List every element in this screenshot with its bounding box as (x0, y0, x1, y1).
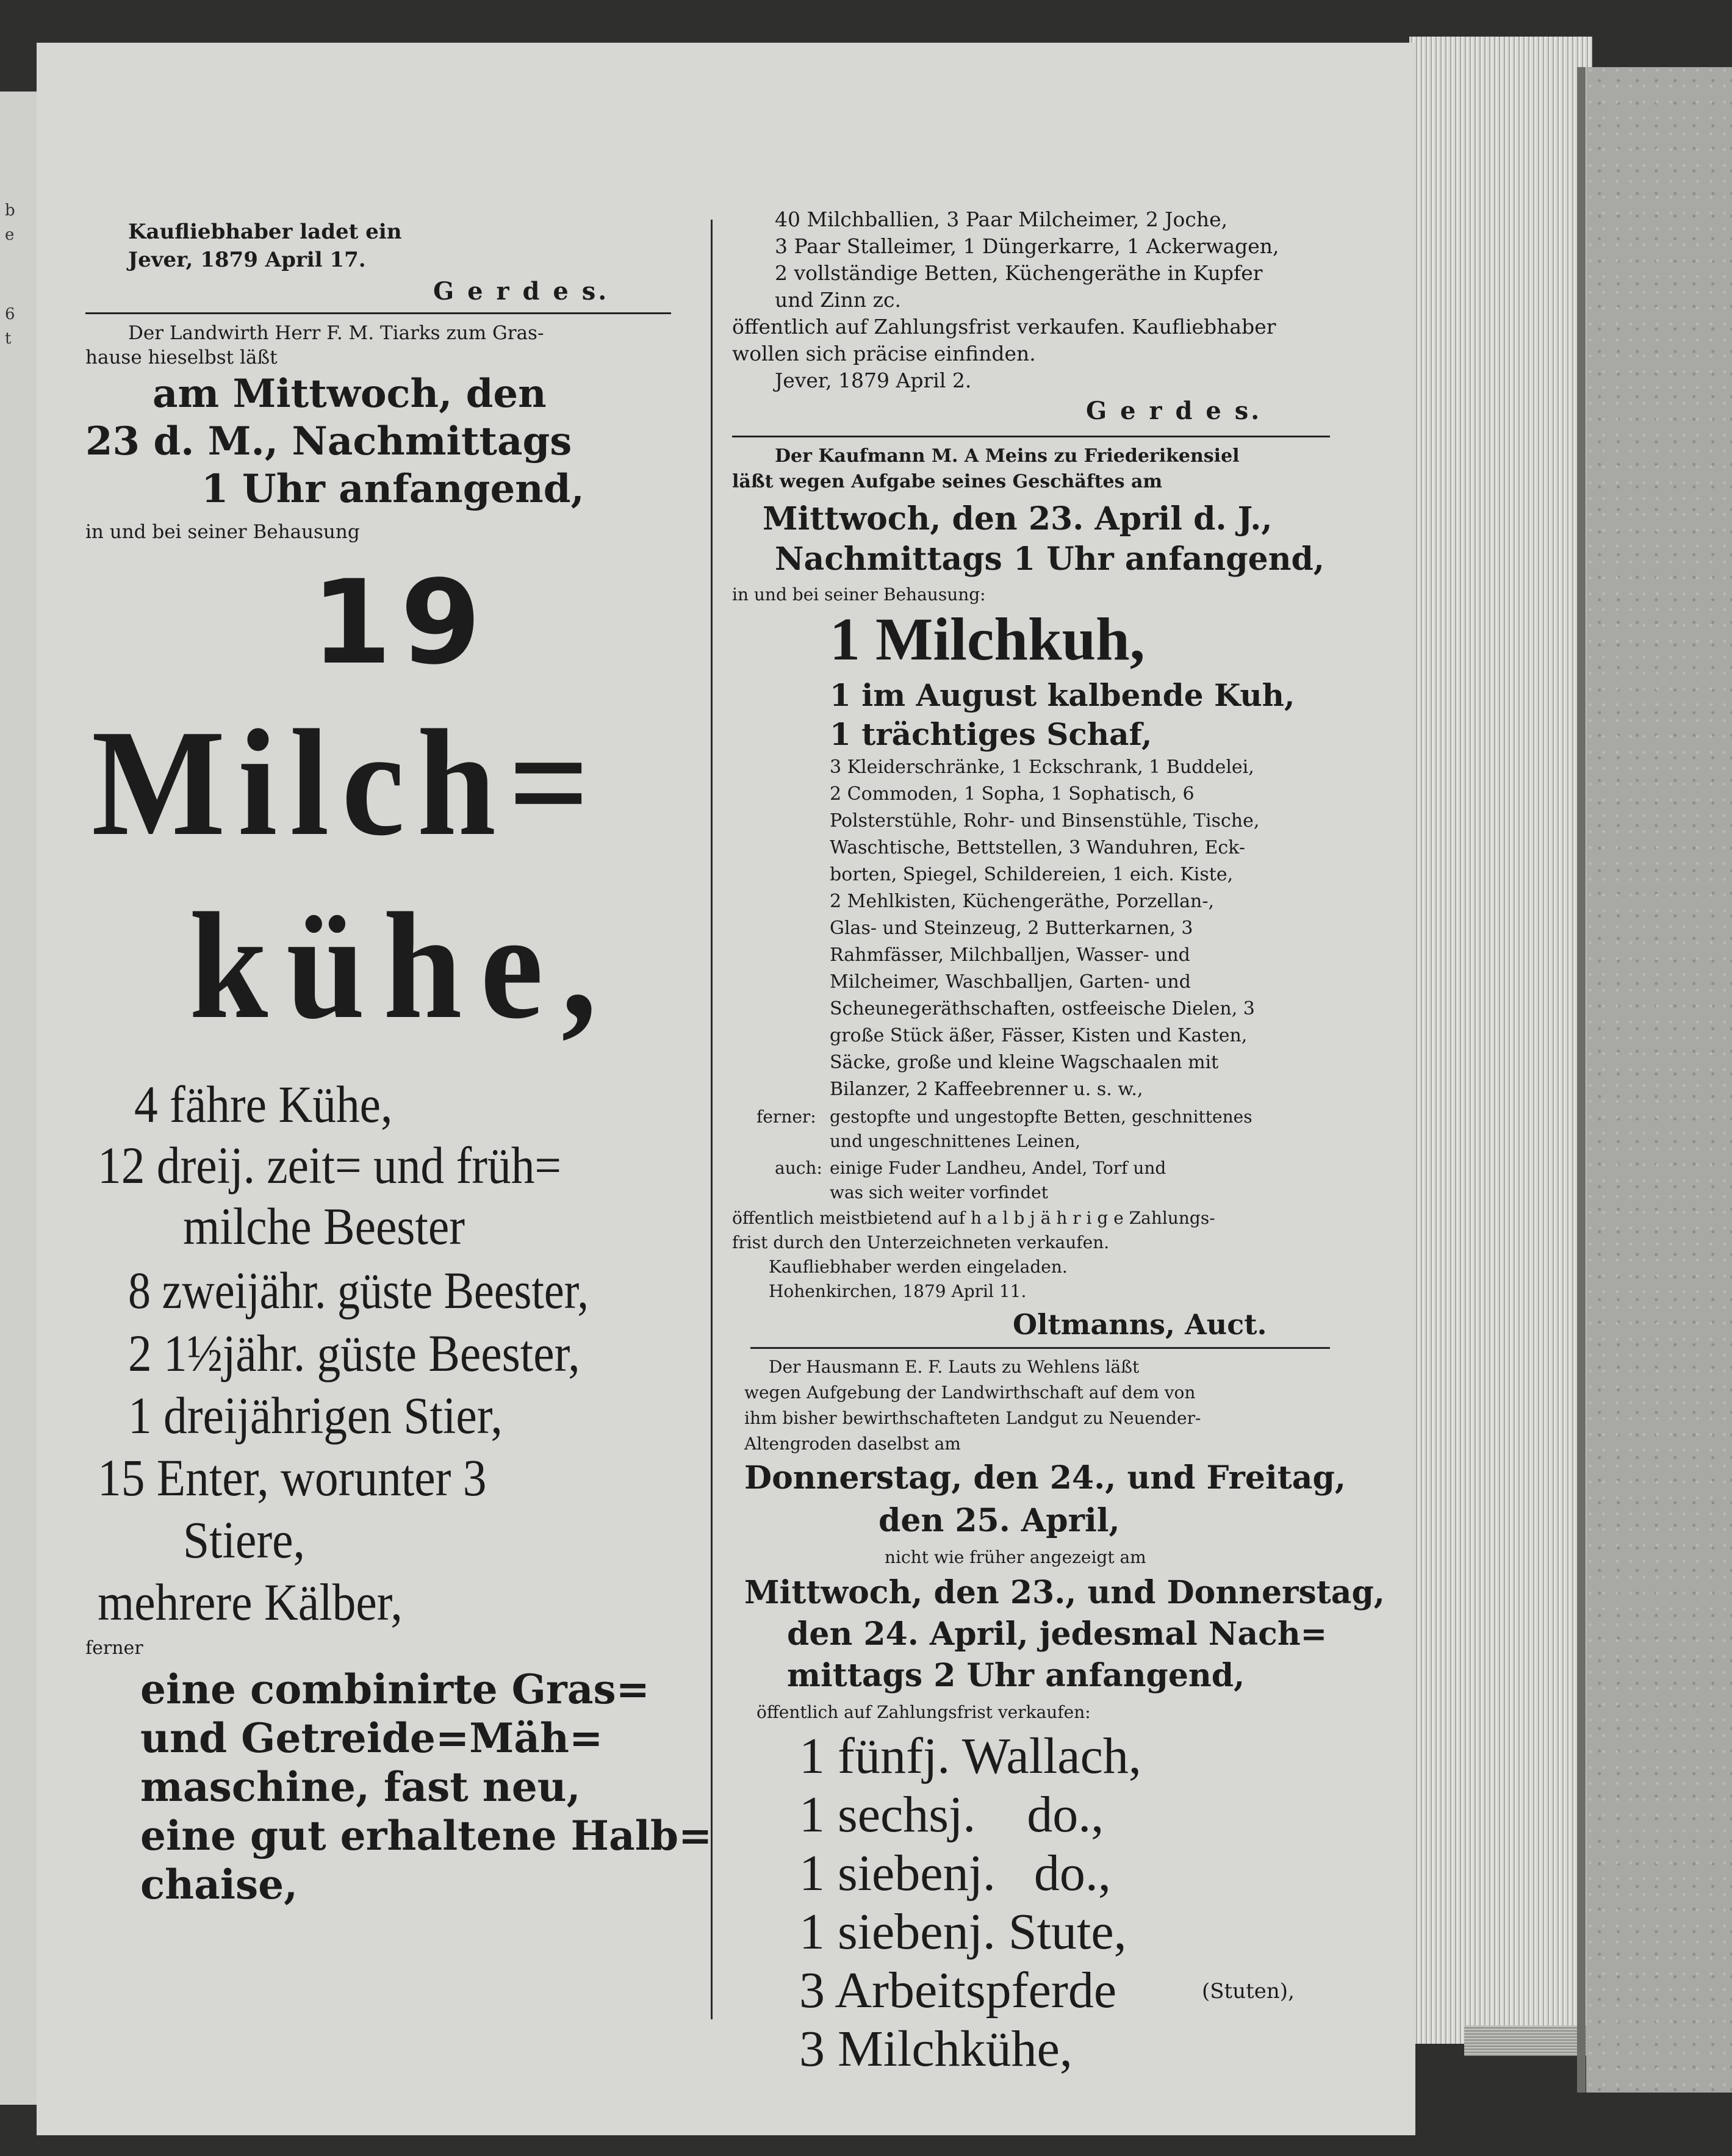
auction-date: mittags 2 Uhr anfangend, (787, 1657, 1245, 1694)
machinery-item: eine combinirte Gras= (140, 1666, 650, 1713)
ad-separator (750, 1347, 1330, 1349)
ad3-sale-line: öffentlich auf Zahlungsfrist verkaufen: (756, 1702, 1091, 1722)
facing-page-edge (0, 92, 37, 2105)
ad2-item: 1 im August kalbende Kuh, (830, 677, 1295, 713)
ad-intro-line: wegen Aufgebung der Landwirthschaft auf dem von (744, 1382, 1196, 1403)
horse-item: 3 Arbeitspferde (799, 1962, 1117, 2019)
machinery-item: und Getreide=Mäh= (140, 1714, 603, 1762)
book-cover-edge (1577, 67, 1586, 2093)
left-header-line: Kaufliebhaber ladet ein (128, 220, 402, 244)
livestock-item: 15 Enter, worunter 3 (98, 1448, 487, 1507)
ad2-auch-text: was sich weiter vorfindet (830, 1182, 1048, 1202)
horse-item: 1 fünfj. Wallach, (799, 1728, 1141, 1784)
ad2-list-line: Milcheimer, Waschballjen, Garten- und (830, 971, 1191, 993)
ad2-auch-text: einige Fuder Landheu, Andel, Torf und (830, 1158, 1166, 1178)
machinery-item: chaise, (140, 1861, 298, 1908)
auction-date: Nachmittags 1 Uhr anfangend, (775, 541, 1324, 578)
ad-continuation-line: wollen sich präcise einfinden. (732, 342, 1036, 365)
machinery-item: eine gut erhaltene Halb= (140, 1812, 713, 1860)
margin-fragment: b (5, 201, 15, 220)
ad2-list-line: Bilanzer, 2 Kaffeebrenner u. s. w., (830, 1079, 1143, 1100)
ad2-list-line: Rahmfässer, Milchballjen, Wasser- und (830, 944, 1190, 966)
auction-date: den 24. April, jedesmal Nach= (787, 1615, 1328, 1653)
ad2-ferner-text: gestopfte und ungestopfte Betten, geschnittenes (830, 1107, 1252, 1127)
ad-continuation-line: 2 vollständige Betten, Küchengeräthe in Kupfer (775, 261, 1263, 285)
ad-intro-line: ihm bisher bewirthschafteten Landgut zu Neuender- (744, 1408, 1201, 1428)
cow-count: 19 (311, 555, 490, 690)
ad-intro-line: hause hieselbst läßt (85, 347, 278, 368)
ad2-list-line: Glas- und Steinzeug, 2 Butterkarnen, 3 (830, 918, 1193, 939)
horse-item: 1 sechsj. do., (799, 1786, 1104, 1843)
auch-label: auch: (775, 1158, 822, 1178)
ad-continuation-line: öffentlich auf Zahlungsfrist verkaufen. Kaufliebhaber (732, 315, 1276, 339)
left-header-line: Jever, 1879 April 17. (128, 248, 366, 272)
ad-intro-line: Der Kaufmann M. A Meins zu Friederikensiel (775, 445, 1240, 467)
livestock-item: mehrere Kälber, (98, 1573, 403, 1631)
ad2-closing-line: frist durch den Unterzeichneten verkaufen. (732, 1232, 1110, 1252)
ad-separator (732, 436, 1330, 437)
horse-item: 1 siebenj. Stute, (799, 1903, 1127, 1960)
auction-note: nicht wie früher angezeigt am (885, 1547, 1146, 1567)
auction-date: den 25. April, (879, 1502, 1120, 1539)
ferner-label: ferner: (756, 1107, 816, 1127)
ad2-list-line: 3 Kleiderschränke, 1 Eckschrank, 1 Buddelei, (830, 756, 1254, 778)
auction-date: 1 Uhr anfangend, (201, 466, 584, 512)
ad2-item: 1 trächtiges Schaf, (830, 716, 1152, 752)
signature-oltmanns: Oltmanns, Auct. (1013, 1308, 1267, 1341)
horse-item: 1 siebenj. do., (799, 1845, 1111, 1902)
livestock-item: milche Beester (183, 1197, 465, 1256)
auction-date: Mittwoch, den 23. April d. J., (763, 500, 1273, 537)
ad2-headline-item: 1 Milchkuh, (830, 605, 1145, 673)
margin-fragment: t (5, 329, 12, 348)
auction-place: in und bei seiner Behausung: (732, 584, 986, 605)
auction-date: 23 d. M., Nachmittags (85, 419, 572, 464)
book-cover (1586, 67, 1732, 2093)
auction-date: Donnerstag, den 24., und Freitag, (744, 1459, 1346, 1497)
headline-milchkuehe: Milch= (92, 699, 602, 868)
auction-date: Mittwoch, den 23., und Donnerstag, (744, 1574, 1385, 1611)
livestock-item: 1 dreijährigen Stier, (128, 1386, 503, 1445)
livestock-item: 8 zweijähr. güste Beester, (128, 1261, 589, 1320)
machinery-item: maschine, fast neu, (140, 1763, 581, 1811)
page-stack-edge (1409, 37, 1592, 2044)
ad2-list-line: Säcke, große und kleine Wagschaalen mit (830, 1052, 1219, 1073)
livestock-item: 12 dreij. zeit= und früh= (98, 1136, 562, 1195)
ad-intro-line: läßt wegen Aufgabe seines Geschäftes am (732, 471, 1163, 492)
auction-place: in und bei seiner Behausung (85, 521, 360, 543)
ad-separator (85, 312, 671, 314)
ad-intro-line: Altengroden daselbst am (744, 1434, 961, 1454)
newspaper-page (37, 43, 1415, 2135)
livestock-item: Stiere, (183, 1511, 305, 1569)
horse-item: 3 Milchkühe, (799, 2021, 1073, 2077)
column-divider (711, 220, 713, 2019)
signature-gerdes: G e r d e s. (433, 277, 609, 306)
ad-intro-line: Der Hausmann E. F. Lauts zu Wehlens läßt (769, 1357, 1140, 1377)
livestock-item: 2 1½jähr. güste Beester, (128, 1324, 580, 1382)
margin-fragment: e (5, 226, 15, 244)
ad2-list-line: Polsterstühle, Rohr- und Binsenstühle, Tische, (830, 810, 1260, 832)
ad2-list-line: borten, Spiegel, Schildereien, 1 eich. Kiste, (830, 864, 1234, 885)
margin-fragment: 6 (5, 305, 15, 323)
ad2-list-line: 2 Mehlkisten, Küchengeräthe, Porzellan-, (830, 891, 1215, 912)
ad-continuation-line: 40 Milchballien, 3 Paar Milcheimer, 2 Joche, (775, 207, 1228, 231)
ad-continuation-line: Jever, 1879 April 2. (775, 368, 972, 392)
ad-continuation-line: und Zinn zc. (775, 288, 901, 312)
ad-continuation-line: 3 Paar Stalleimer, 1 Düngerkarre, 1 Ackerwagen, (775, 234, 1279, 258)
ad2-list-line: Waschtische, Bettstellen, 3 Wanduhren, Eck- (830, 837, 1245, 858)
auction-date: am Mittwoch, den (153, 371, 547, 417)
ad2-list-line: Scheunegeräthschaften, ostfeeische Dielen, 3 (830, 998, 1255, 1019)
ad2-list-line: 2 Commoden, 1 Sopha, 1 Sophatisch, 6 (830, 783, 1195, 805)
ad2-closing-line: öffentlich meistbietend auf h a l b j ä h r i g e Zahlungs- (732, 1208, 1215, 1228)
ad2-list-line: große Stück äßer, Fässer, Kisten und Kasten, (830, 1025, 1248, 1046)
livestock-item: 4 fähre Kühe, (134, 1075, 393, 1134)
ad2-closing-line: Hohenkirchen, 1879 April 11. (769, 1281, 1027, 1301)
signature-gerdes: G e r d e s. (1086, 397, 1262, 425)
headline-milchkuehe: kühe, (189, 882, 616, 1051)
ad-intro-line: Der Landwirth Herr F. M. Tiarks zum Gras- (128, 322, 544, 344)
ferner-label: ferner (85, 1637, 143, 1659)
ad2-closing-line: Kaufliebhaber werden eingeladen. (769, 1257, 1068, 1277)
ad2-ferner-text: und ungeschnittenes Leinen, (830, 1131, 1081, 1151)
horse-item-note: (Stuten), (1202, 1979, 1295, 2003)
